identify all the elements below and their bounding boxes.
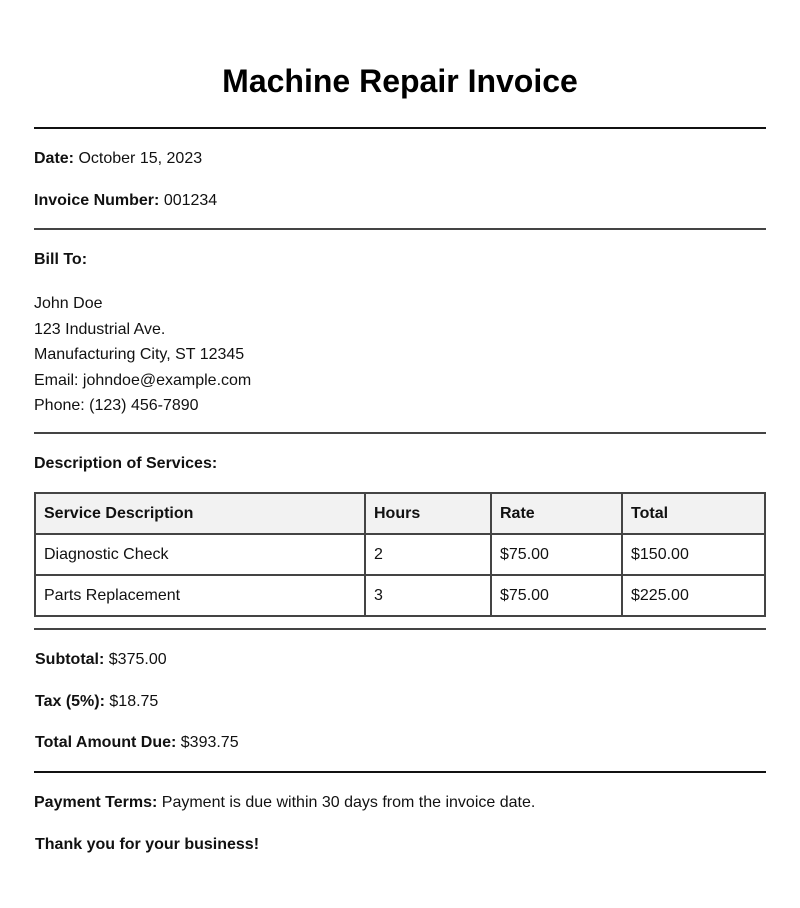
invoice-number-label: Invoice Number:: [34, 192, 160, 209]
column-header-hours: Hours: [365, 493, 491, 534]
tax-value: $18.75: [109, 693, 159, 710]
invoice-date: [34, 149, 202, 169]
service-total: $225.00: [622, 575, 765, 616]
subtotal-value: $375.00: [108, 651, 167, 668]
date-value: October 15, 2023: [78, 150, 203, 167]
divider: [34, 127, 766, 129]
services-label: Description of Services:: [34, 455, 218, 472]
service-hours: 3: [365, 575, 491, 616]
total-due: [35, 733, 239, 753]
table-row: [35, 534, 765, 575]
divider: [34, 228, 766, 230]
customer-street: 123 Industrial Ave.: [34, 320, 166, 338]
bill-to-label: Bill To:: [34, 251, 88, 268]
payment-terms-value: Payment is due within 30 days from the invoice date.: [161, 794, 536, 811]
divider: [34, 771, 766, 773]
thank-you-note: [35, 835, 259, 855]
payment-terms-label: Payment Terms:: [34, 794, 158, 811]
service-total: $150.00: [622, 534, 765, 575]
services-table: [34, 492, 766, 617]
service-rate: $75.00: [491, 534, 622, 575]
tax: [35, 692, 158, 712]
service-hours: 2: [365, 534, 491, 575]
column-header-rate: Rate: [491, 493, 622, 534]
column-header-description: Service Description: [35, 493, 365, 534]
table-row: [35, 575, 765, 616]
date-label: Date:: [34, 150, 75, 167]
services-heading: [34, 454, 217, 474]
subtotal: [35, 650, 167, 670]
column-header-total: Total: [622, 493, 765, 534]
customer-email: Email: johndoe@example.com: [34, 371, 252, 389]
bill-to-heading: [34, 250, 87, 270]
customer-phone: Phone: (123) 456-7890: [34, 397, 199, 415]
page-title: Machine Repair Invoice: [222, 63, 578, 99]
invoice-number-value: 001234: [163, 192, 218, 209]
payment-terms: [34, 793, 535, 813]
billing-address: [34, 291, 251, 419]
divider: [34, 432, 766, 434]
customer-city: Manufacturing City, ST 12345: [34, 346, 245, 364]
customer-name: John Doe: [34, 295, 103, 312]
service-rate: $75.00: [491, 575, 622, 616]
total-due-value: $393.75: [180, 734, 239, 751]
tax-label: Tax (5%):: [35, 693, 105, 710]
total-due-label: Total Amount Due:: [35, 734, 177, 751]
service-description: Diagnostic Check: [35, 534, 365, 575]
table-header-row: [35, 493, 765, 534]
service-description: Parts Replacement: [35, 575, 365, 616]
invoice-number: [34, 191, 217, 211]
thank-you-text: Thank you for your business!: [35, 836, 260, 853]
divider: [34, 628, 766, 630]
subtotal-label: Subtotal:: [35, 651, 105, 668]
